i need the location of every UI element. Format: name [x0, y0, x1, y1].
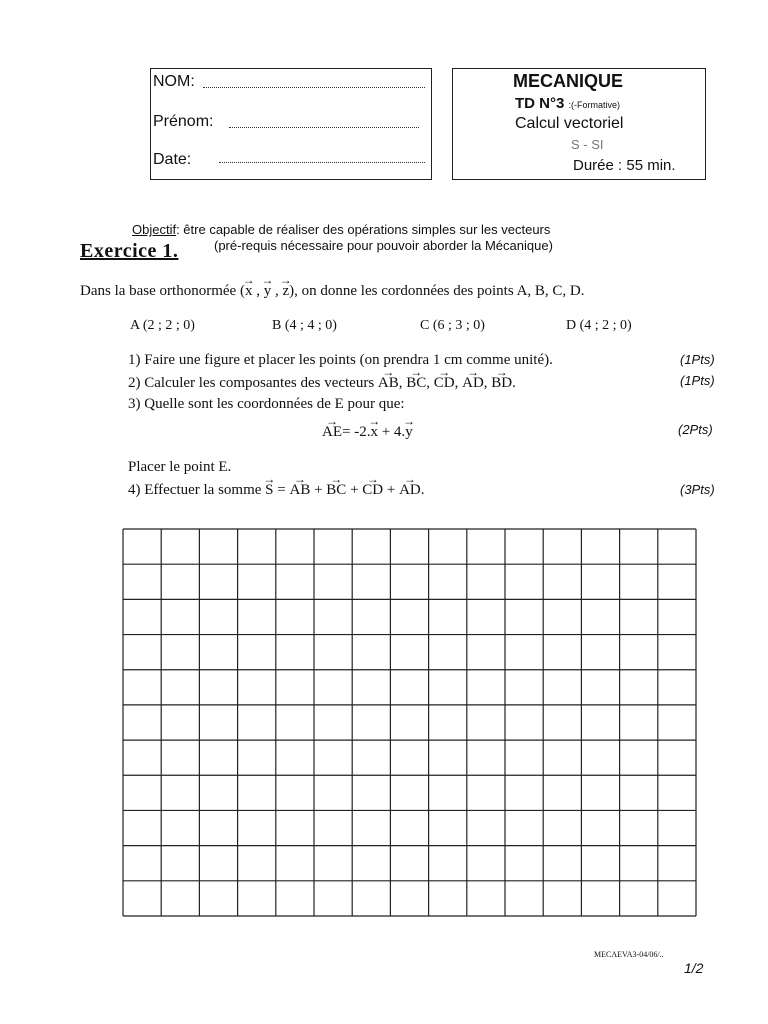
prenom-field[interactable] — [229, 127, 419, 128]
place-point-e: Placer le point E. — [128, 459, 232, 475]
objective-line2: (pré-requis nécessaire pour pouvoir aborder la Mécanique) — [214, 238, 553, 253]
question-3-points: (2Pts) — [678, 422, 713, 437]
date-label: Date: — [153, 151, 192, 168]
document-reference: MECAEVA3-04/06/.. — [594, 950, 664, 959]
equation-rhs-b: + 4. — [377, 424, 406, 440]
nom-label: NOM: — [153, 73, 195, 90]
vector-bc: → BC — [406, 375, 426, 392]
question-2-text: 2) Calculer les composantes des vecteurs — [128, 375, 375, 391]
intro-before: Dans la base orthonormée ( — [80, 283, 245, 299]
vector-s: → S — [265, 482, 273, 499]
objective-line1 — [132, 222, 550, 237]
basis-vector-z: → z — [282, 283, 289, 300]
vector-ae: → AE — [322, 424, 342, 441]
student-info-box — [150, 68, 432, 180]
question-2-points: (1Pts) — [680, 373, 715, 388]
topic: Calcul vectoriel — [515, 115, 624, 132]
intro-after: ), on donne les cordonnées des points A, B, C, D. — [289, 283, 585, 299]
td-number — [515, 95, 620, 112]
point-a: A (2 ; 2 ; 0) — [130, 318, 195, 333]
basis-vector-x: → x — [245, 283, 253, 300]
sum-vector-bc: → BC — [326, 482, 346, 499]
vector-ab: → AB — [378, 375, 399, 392]
subject-title: MECANIQUE — [513, 71, 624, 91]
intro-sentence: Dans la base orthonormée (→ x , → y , → z), on donne les cordonnées des points A, B, C, D. — [80, 283, 585, 300]
question-3: 3) Quelle sont les coordonnées de E pour que: — [128, 396, 405, 412]
sum-vector-cd: → CD — [362, 482, 383, 499]
prenom-label: Prénom: — [153, 113, 214, 130]
point-d: D (4 ; 2 ; 0) — [566, 318, 632, 333]
sum-vector-ad: → AD — [399, 482, 421, 499]
equation-vector-x: → x — [370, 424, 378, 441]
question-4-points: (3Pts) — [680, 482, 715, 497]
question-1: 1) Faire une figure et placer les points (on prendra 1 cm comme unité). — [128, 352, 553, 368]
vector-bd: → BD — [491, 375, 512, 392]
point-c: C (6 ; 3 ; 0) — [420, 318, 485, 333]
answer-grid[interactable] — [122, 528, 697, 917]
class-mark: S - SI — [571, 137, 604, 152]
course-info-box — [452, 68, 706, 180]
question-4-text: 4) Effectuer la somme — [128, 482, 262, 498]
td-number-text: TD N°3 — [515, 95, 565, 112]
page-number: 1/2 — [684, 960, 704, 976]
question-1-points: (1Pts) — [680, 352, 715, 367]
equation-rhs-a: = -2. — [342, 424, 371, 440]
point-b: B (4 ; 4 ; 0) — [272, 318, 337, 333]
question-2: 2) Calculer les composantes des vecteurs → AB, → BC, → CD, → AD, → BD. — [128, 375, 516, 392]
duration: Durée : 55 min. — [573, 157, 676, 174]
equation-ae — [322, 424, 413, 441]
vector-cd: → CD — [434, 375, 455, 392]
objective-label: Objectif — [132, 222, 177, 237]
objective-text1: : être capable de réaliser des opérations simples sur les vecteurs — [176, 222, 551, 237]
vector-ad: → AD — [462, 375, 484, 392]
basis-vector-y: → y — [264, 283, 272, 300]
td-type: :(-Formative) — [568, 100, 621, 110]
date-field[interactable] — [219, 162, 425, 163]
equation-vector-y: → y — [405, 424, 413, 441]
exercise-title: Exercice 1. — [80, 240, 179, 262]
sum-vector-ab: → AB — [289, 482, 310, 499]
question-4: 4) Effectuer la somme → S = → AB + → BC + → CD + → AD. — [128, 482, 425, 499]
nom-field[interactable] — [203, 87, 425, 88]
